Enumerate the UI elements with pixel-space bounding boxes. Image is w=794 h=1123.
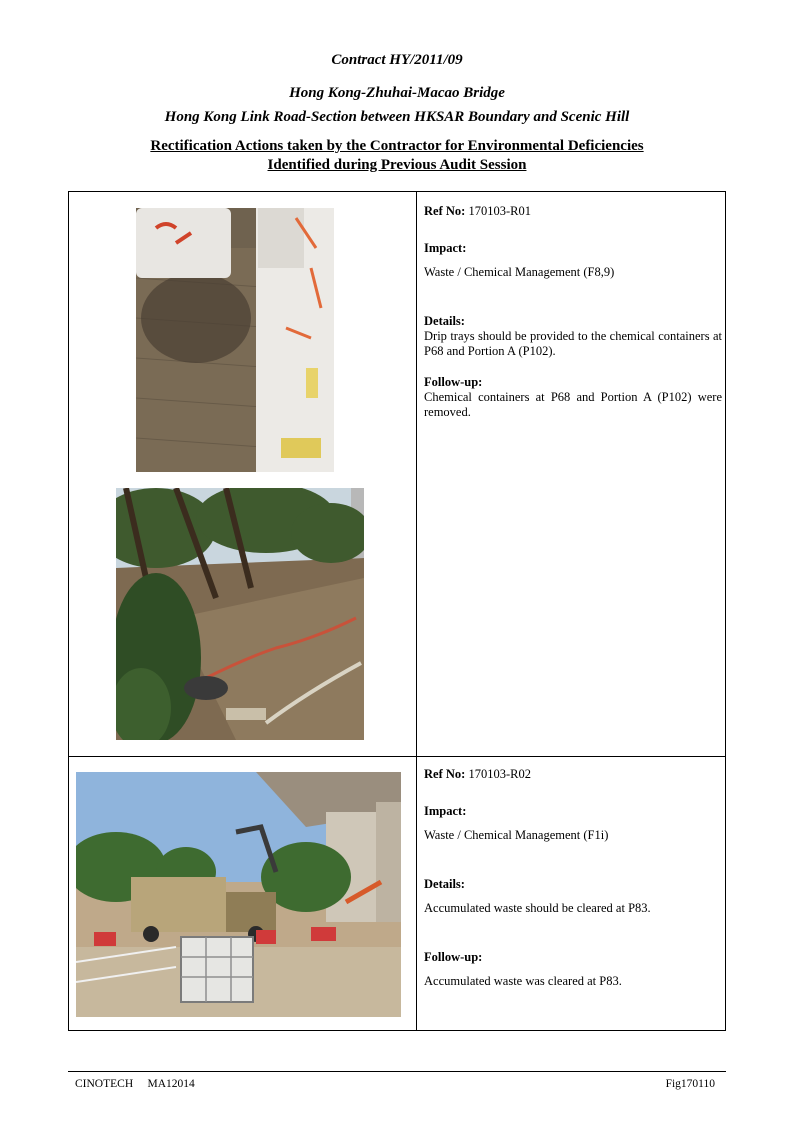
followup-value: Chemical containers at P68 and Portion A (P102) were removed. bbox=[424, 390, 722, 419]
document-title-line1: Rectification Actions taken by the Contractor for Environmental Deficiencies bbox=[150, 138, 644, 154]
rectification-table bbox=[68, 191, 726, 1031]
ref-label: Ref No: bbox=[424, 204, 466, 218]
impact-value: Waste / Chemical Management (F8,9) bbox=[424, 265, 615, 279]
column-divider bbox=[416, 192, 417, 1030]
followup-label: Follow-up: bbox=[424, 375, 483, 389]
details-label: Details: bbox=[424, 877, 465, 891]
footer-figure-number: Fig170110 bbox=[665, 1078, 715, 1090]
document-title bbox=[0, 137, 794, 175]
details-label: Details: bbox=[424, 314, 465, 328]
impact-value: Waste / Chemical Management (F1i) bbox=[424, 828, 609, 842]
site-photo-chemical-area bbox=[136, 208, 334, 472]
record-2 bbox=[424, 767, 722, 989]
document-title-line2: Identified during Previous Audit Session bbox=[267, 157, 527, 173]
site-photo-vegetation-slope bbox=[116, 488, 364, 740]
record-1 bbox=[424, 204, 722, 420]
ref-number: 170103-R01 bbox=[468, 204, 531, 218]
contract-number: Contract HY/2011/09 bbox=[331, 52, 463, 68]
followup-label: Follow-up: bbox=[424, 950, 483, 964]
details-value: Drip trays should be provided to the chemical containers at P68 and Portion A (P102). bbox=[424, 329, 722, 358]
followup-value: Accumulated waste was cleared at P83. bbox=[424, 974, 622, 988]
site-photo-accumulated-waste bbox=[76, 772, 401, 1017]
ref-number: 170103-R02 bbox=[468, 767, 531, 781]
impact-label: Impact: bbox=[424, 804, 467, 818]
impact-label: Impact: bbox=[424, 241, 467, 255]
footer-company-ref: CINOTECH MA12014 bbox=[75, 1078, 195, 1090]
row-divider bbox=[69, 756, 725, 757]
ref-label: Ref No: bbox=[424, 767, 466, 781]
project-title-line1: Hong Kong-Zhuhai-Macao Bridge bbox=[289, 85, 505, 101]
project-title-line2: Hong Kong Link Road-Section between HKSAR Boundary and Scenic Hill bbox=[164, 109, 630, 125]
footer-rule bbox=[68, 1071, 726, 1072]
details-value: Accumulated waste should be cleared at P83. bbox=[424, 901, 651, 915]
